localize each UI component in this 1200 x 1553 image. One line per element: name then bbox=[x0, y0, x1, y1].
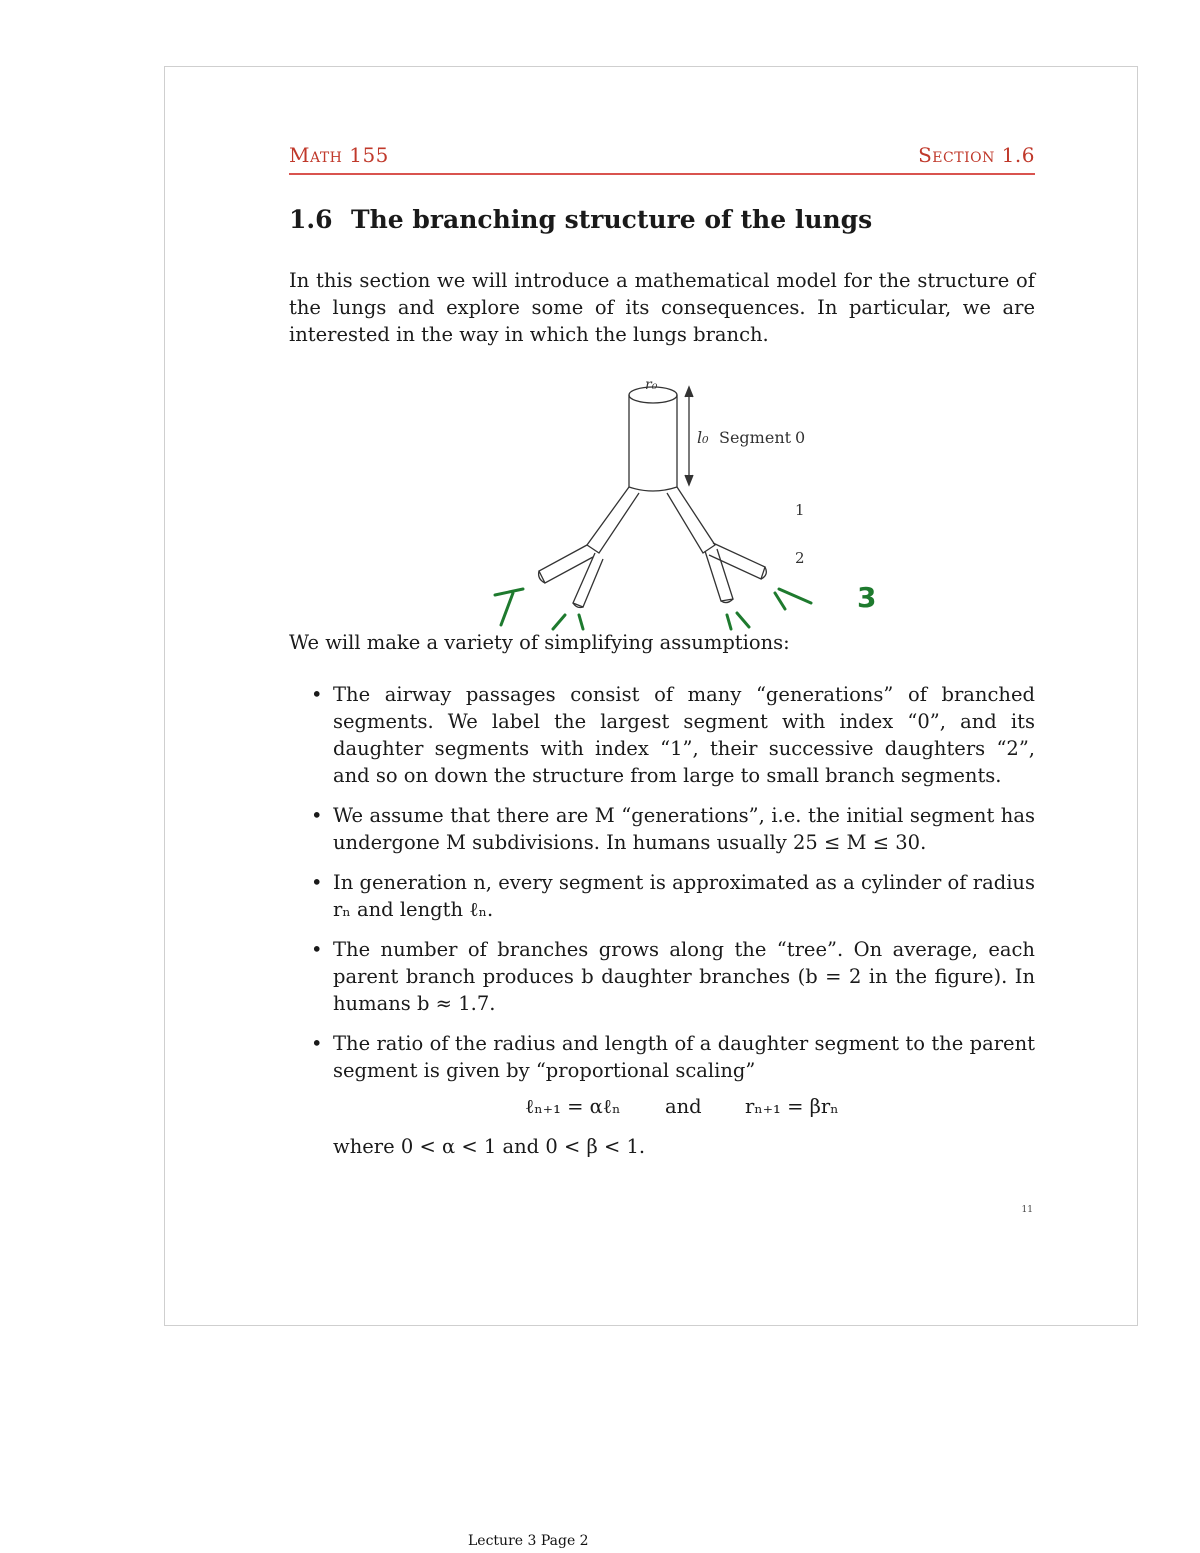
generation-label-1: 1 bbox=[795, 501, 805, 519]
length-label: l₀ bbox=[697, 428, 709, 447]
cylinder-bottom bbox=[629, 487, 677, 491]
equation-radius: rₙ₊₁ = βrₙ bbox=[745, 1095, 839, 1118]
course-title: Math 155 bbox=[289, 143, 389, 167]
radius-label: r₀ bbox=[645, 377, 658, 393]
generation-label-2: 2 bbox=[795, 549, 805, 567]
hand-mark-1 bbox=[495, 589, 523, 625]
right-branch-1 bbox=[667, 487, 715, 553]
hand-mark-2 bbox=[553, 615, 583, 629]
list-item: • The number of branches grows along the “tree”. On average, each parent branch produces b daughter branches (b = 2 in the figure). In humans b ≈ 1.7. bbox=[309, 936, 1035, 1017]
right-branch-2b bbox=[709, 543, 765, 579]
list-item: • The ratio of the radius and length of a daughter segment to the parent segment is given by “proportional scaling” bbox=[309, 1030, 1035, 1084]
page-number: 11 bbox=[1021, 1205, 1033, 1215]
left-branch-1 bbox=[587, 487, 639, 553]
length-arrow-head-top bbox=[685, 387, 693, 397]
segment-label: Segment bbox=[719, 428, 792, 447]
intro-paragraph: In this section we will introduce a mathematical model for the structure of the lungs and explore some of its consequences. In particular, we are interested in the way in which the lungs branch. bbox=[289, 269, 1035, 346]
equation-length: ℓₙ₊₁ = αℓₙ bbox=[525, 1095, 621, 1118]
right-branch-2a bbox=[705, 549, 733, 601]
handwritten-marks bbox=[495, 589, 811, 629]
section-number: 1.6 bbox=[289, 205, 333, 234]
list-item: • The airway passages consist of many “generations” of branched segments. We label the largest segment with index “0”, and its daughter segments with index “1”, their successive daughters “2”, and so on down the structure from large to small branch segments. bbox=[309, 681, 1035, 789]
section-label: Section 1.6 bbox=[918, 143, 1035, 167]
length-arrow-head-bottom bbox=[685, 475, 693, 485]
document-page bbox=[164, 66, 1138, 1326]
lung-branching-figure bbox=[465, 367, 885, 647]
hand-mark-3 bbox=[727, 613, 749, 629]
page-header bbox=[289, 143, 1035, 175]
list-item: • We assume that there are M “generations”, i.e. the initial segment has undergone M subdivisions. In humans usually 25 ≤ M ≤ 30. bbox=[309, 802, 1035, 856]
left-branch-2b bbox=[573, 553, 603, 607]
parameter-constraints: where 0 < α < 1 and 0 < β < 1. bbox=[333, 1135, 646, 1158]
generation-label-0: 0 bbox=[795, 428, 806, 447]
handwritten-three: 3 bbox=[857, 581, 877, 614]
equation-connector: and bbox=[665, 1095, 702, 1118]
section-heading bbox=[289, 205, 1035, 234]
assumption-list bbox=[309, 681, 1035, 1097]
section-title: The branching structure of the lungs bbox=[351, 205, 873, 234]
list-item: • In generation n, every segment is approximated as a cylinder of radius rₙ and length ℓₙ. bbox=[309, 869, 1035, 923]
hand-mark-4 bbox=[775, 589, 811, 609]
footer-label: Lecture 3 Page 2 bbox=[468, 1533, 589, 1549]
assumptions-intro: We will make a variety of simplifying assumptions: bbox=[289, 631, 790, 654]
